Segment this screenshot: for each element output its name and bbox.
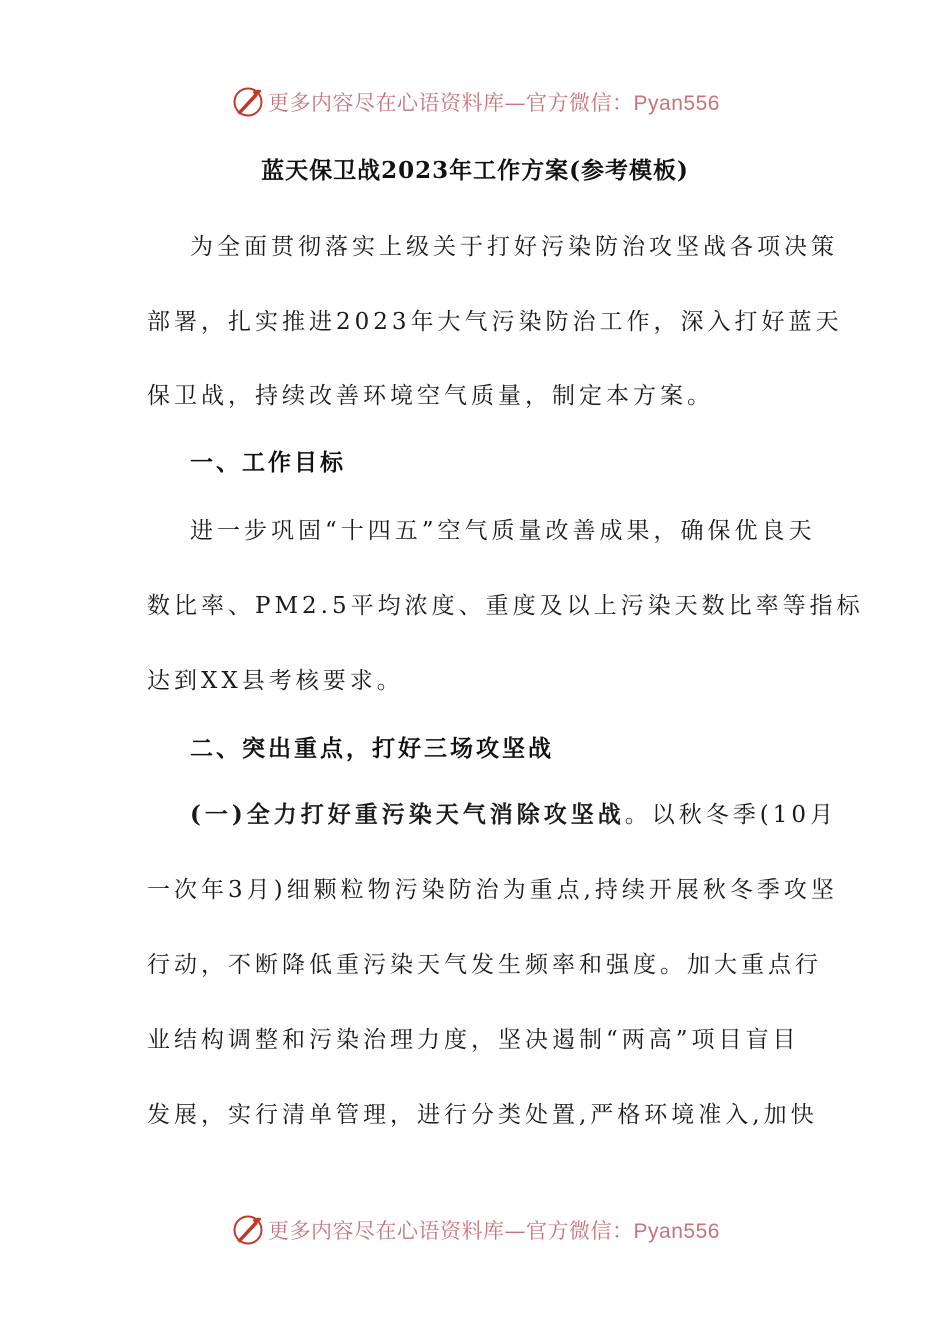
section-2-line-2: 一次年3月)细颗粒物污染防治为重点,持续开展秋冬季攻坚 bbox=[147, 877, 838, 903]
quill-pen-icon bbox=[230, 1212, 266, 1248]
quill-pen-icon bbox=[230, 84, 266, 120]
wechat-id: Pyan556 bbox=[633, 92, 720, 115]
banner-text bbox=[268, 87, 720, 117]
section-2-line-5: 发展，实行清单管理，进行分类处置,严格环境准入,加快 bbox=[147, 1102, 818, 1128]
header-banner bbox=[0, 80, 950, 124]
banner-slogan: 更多内容尽在心语资料库—官方微信： bbox=[268, 91, 634, 115]
intro-line-1: 为全面贯彻落实上级关于打好污染防治攻坚战各项决策 bbox=[190, 234, 838, 260]
section-1-line-1: 进一步巩固“十四五”空气质量改善成果，确保优良天 bbox=[190, 518, 816, 544]
section-1-line-3: 达到XX县考核要求。 bbox=[147, 668, 404, 694]
section-2-subsection-1 bbox=[190, 796, 837, 829]
banner-text bbox=[268, 1215, 720, 1245]
intro-line-3: 保卫战，持续改善环境空气质量，制定本方案。 bbox=[147, 383, 714, 409]
section-2-heading: 二、突出重点，打好三场攻坚战 bbox=[190, 735, 554, 762]
wechat-id: Pyan556 bbox=[633, 1220, 720, 1243]
document-title: 蓝天保卫战2023年工作方案(参考模板) bbox=[261, 157, 689, 184]
banner-slogan: 更多内容尽在心语资料库—官方微信： bbox=[268, 1219, 634, 1243]
section-1-line-2: 数比率、PM2.5平均浓度、重度及以上污染天数比率等指标 bbox=[147, 593, 864, 619]
subsection-1-title: (一)全力打好重污染天气消除攻坚战 bbox=[190, 801, 625, 828]
subsection-1-text: 。以秋冬季(10月 bbox=[624, 802, 838, 828]
section-1-heading: 一、工作目标 bbox=[190, 449, 346, 476]
footer-banner bbox=[0, 1208, 950, 1252]
section-2-line-3: 行动，不断降低重污染天气发生频率和强度。加大重点行 bbox=[147, 952, 822, 978]
intro-line-2: 部署，扎实推进2023年大气污染防治工作，深入打好蓝天 bbox=[147, 309, 843, 335]
section-2-line-4: 业结构调整和污染治理力度，坚决遏制“两高”项目盲目 bbox=[147, 1027, 800, 1053]
